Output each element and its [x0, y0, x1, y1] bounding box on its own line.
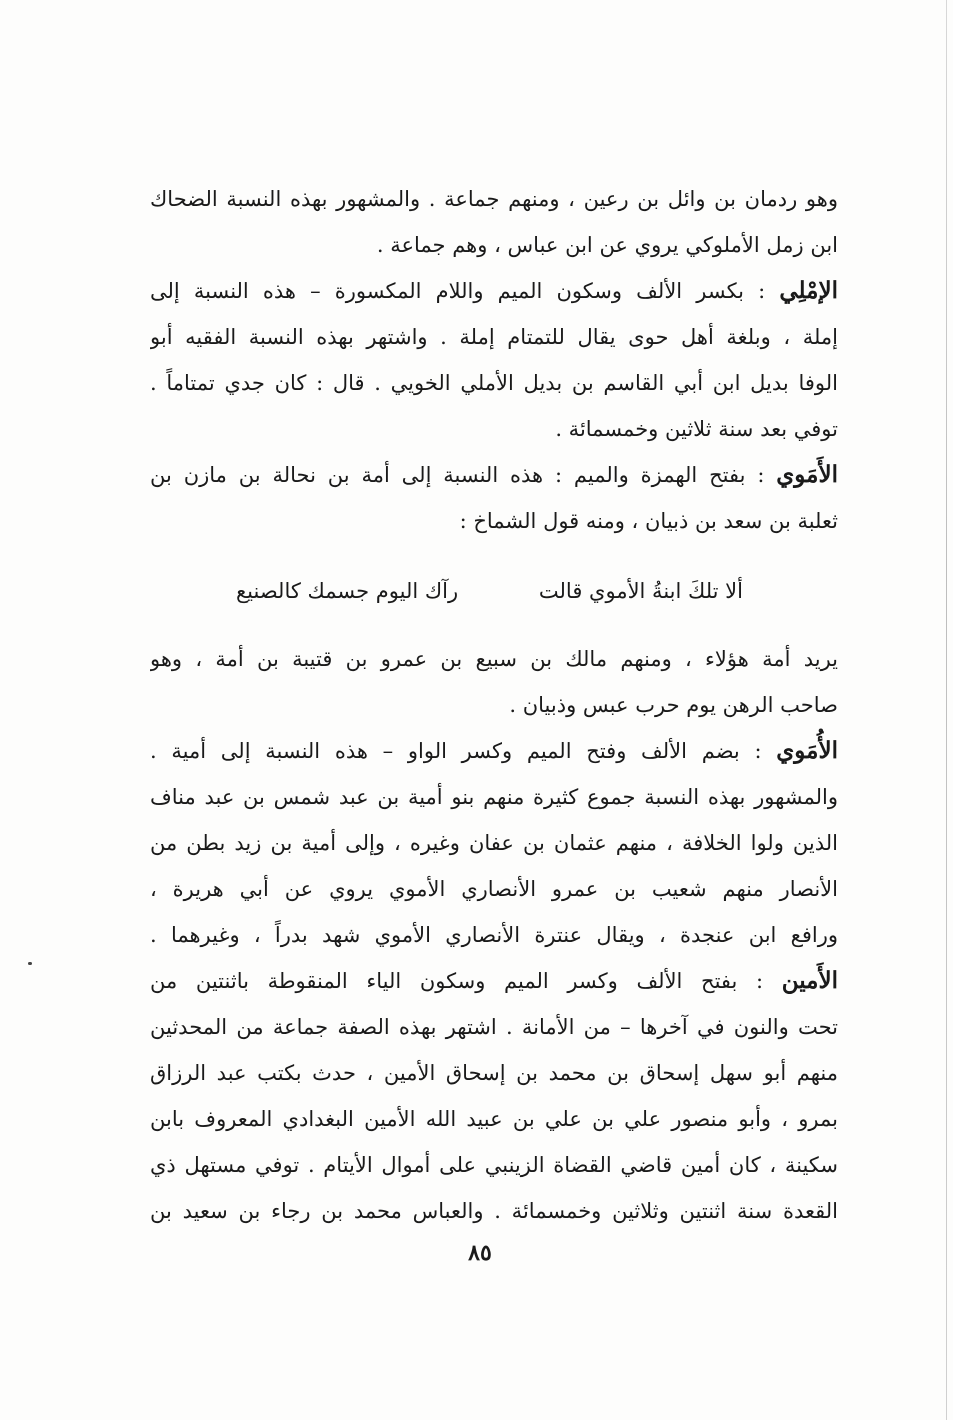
entry-text: : بضم الألف وفتح الميم وكسر الواو – هذه النسبة إلى أمية .: [150, 739, 762, 763]
text-block-top: [150, 176, 838, 544]
text-line: بمرو ، وأبو منصور علي بن علي بن عبيد الله الأمين البغدادي المعروف بابن: [150, 1107, 838, 1131]
entry-head-amawi: الأَمَوي: [776, 461, 838, 488]
text-line: القعدة سنة اثنتين وثلاثين وخمسمائة . والعباس محمد بن رجاء بن سعيد بن: [150, 1199, 838, 1223]
poem-verse: [150, 568, 838, 614]
text-line: الذين ولوا الخلافة ، منهم عثمان بن عفان وغيره ، وإلى أمية بن زيد بطن من: [150, 831, 838, 855]
verse-first-hemistich: ألا تلكَ ابنةُ الأموي قالت: [538, 579, 743, 603]
text-line: تحت والنون في آخرها – من الأمانة . اشتهر بهذه الصفة جماعة من المحدثين: [150, 1015, 838, 1039]
verse-second-hemistich: رآك اليوم جسمك كالصنيع: [236, 579, 459, 603]
entry-text: : بفتح الهمزة والميم : هذه النسبة إلى أمة بن نحالة بن مازن بن: [150, 463, 765, 487]
entry-text: : بكسر الألف وسكون الميم واللام المكسورة – هذه النسبة إلى: [150, 279, 766, 303]
text-line: منهم أبو سهل إسحاق بن محمد بن إسحاق الأمين ، حدث بكتب عبد الرزاق: [150, 1061, 838, 1085]
text-block-bottom: [150, 636, 838, 1234]
entry-amawi-line: [150, 452, 838, 498]
text-line: الأنصار منهم شعيب بن عمرو الأنصاري الأموي يروي عن أبي هريرة ،: [150, 877, 838, 901]
text-line: وهو ردمان بن وائل بن رعين ، ومنهم جماعة . والمشهور بهذه النسبة الضحاك: [150, 187, 838, 211]
text-line: يريد أمة هؤلاء ، ومنهم مالك بن سبيع بن عمرو بن قتيبة بن أمة ، وهو: [150, 647, 838, 671]
text-line: صاحب الرهن يوم حرب عبس وذبيان .: [509, 693, 838, 717]
entry-head-imli: الإمْلِي: [779, 277, 838, 304]
entry-head-umawi: الأُمَوي: [776, 737, 838, 764]
text-line: الوفا بديل ابن أبي القاسم بن بديل الأملي الخويي . قال : كان جدي تمتاماً .: [150, 371, 838, 395]
text-line: ابن زمل الأملوكي يروي عن ابن عباس ، وهم جماعة .: [376, 233, 838, 257]
text-line: توفي بعد سنة ثلاثين وخمسمائة .: [555, 417, 838, 441]
entry-imli-line: [150, 268, 838, 314]
entry-amin-line: [150, 958, 838, 1004]
entry-head-amin: الأَمين: [781, 967, 838, 994]
text-line: سكينة ، كان أمين قاضي القضاة الزينبي على أموال الأيتام . توفي مستهل ذي: [150, 1153, 838, 1177]
entry-umawi-line: [150, 728, 838, 774]
text-line: إملة ، وبلغة أهل حوى يقال للتمتام إملة . واشتهر بهذه النسبة الفقيه أبو: [150, 325, 838, 349]
text-line: ورافع ابن عنجدة ، ويقال عنترة الأنصاري الأموي شهد بدراً ، وغيرهما .: [150, 923, 838, 947]
entry-text: : بفتح الألف وكسر الميم وسكون الياء المنقوطة باثنتين من: [150, 969, 764, 993]
text-line: والمشهور بهذه النسبة جموع كثيرة منهم بنو أمية بن عبد شمس بن عبد مناف: [150, 785, 838, 809]
page-number: ٨٥: [468, 1240, 492, 1266]
ink-speck: [28, 962, 32, 965]
page-edge-line: [946, 0, 947, 1420]
text-line: ثعلبة بن سعد بن ذبيان ، ومنه قول الشماخ :: [459, 509, 838, 533]
